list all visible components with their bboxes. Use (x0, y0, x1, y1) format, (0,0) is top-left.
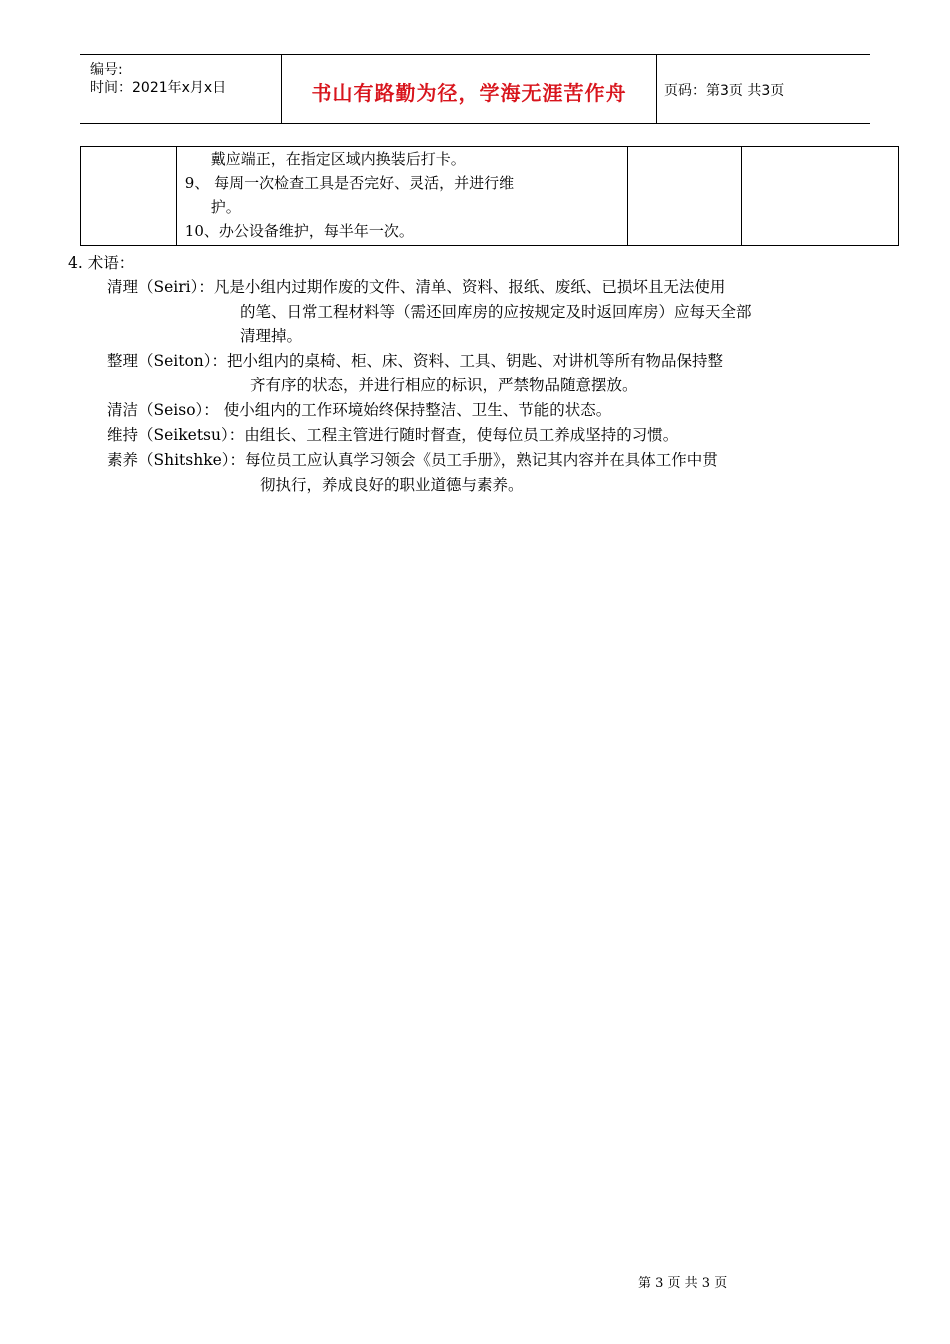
term-seiso-line: 清洁（Seiso）： 使小组内的工作环境始终保持整洁、卫生、节能的状态。 (107, 401, 612, 419)
term-seiketsu-line: 维持（Seiketsu）：由组长、工程主管进行随时督查，使每位员工养成坚持的习惯。 (107, 426, 679, 444)
table-cell-empty (81, 147, 177, 246)
term-seiri-line: 清理（Seiri）：凡是小组内过期作废的文件、清单、资料、报纸、废纸、已损坏且无法使用 (107, 278, 726, 296)
table-line: 10、办公设备维护，每半年一次。 (184, 222, 414, 240)
table-cell-content (176, 147, 627, 246)
term-shitsuke-line: 素养（Shitshke）：每位员工应认真学习领会《员工手册》，熟记其内容并在具体工作中贯 (107, 451, 718, 469)
header-motto-cell (281, 55, 657, 123)
footer-page-number: 第 3 页 共 3 页 (638, 1276, 728, 1291)
document-header (80, 54, 870, 124)
term-seiri-line: 的笔、日常工程材料等（需还回库房的应按规定及时返回库房）应每天全部 (240, 303, 752, 321)
header-page-cell (656, 55, 870, 123)
motto-text: 书山有路勤为径，学海无涯苦作舟 (311, 81, 627, 105)
page-code: 页码：第3页 共3页 (664, 83, 785, 99)
term-seiri-line: 清理掉。 (240, 327, 303, 345)
table-cell-empty (627, 147, 742, 246)
table-line: 9、 每周一次检查工具是否完好、灵活，并进行维 (184, 174, 515, 192)
table-cell-empty (742, 147, 899, 246)
continuation-table (80, 146, 899, 246)
term-shitsuke-line: 彻执行，养成良好的职业道德与素养。 (260, 476, 524, 494)
header-meta-cell (80, 55, 280, 123)
table-line: 护。 (210, 198, 241, 216)
table-row (81, 147, 899, 246)
term-seiton-line: 齐有序的状态，并进行相应的标识，严禁物品随意摆放。 (250, 376, 638, 394)
table-line: 戴应端正，在指定区域内换装后打卡。 (210, 150, 466, 168)
number-label: 编号: (90, 62, 123, 78)
term-seiton-line: 整理（Seiton）：把小组内的桌椅、柜、床、资料、工具、钥匙、对讲机等所有物品保持整 (107, 352, 724, 370)
terms-heading: 4. 术语： (68, 254, 135, 272)
time-label: 时间：2021年x月x日 (90, 80, 227, 96)
